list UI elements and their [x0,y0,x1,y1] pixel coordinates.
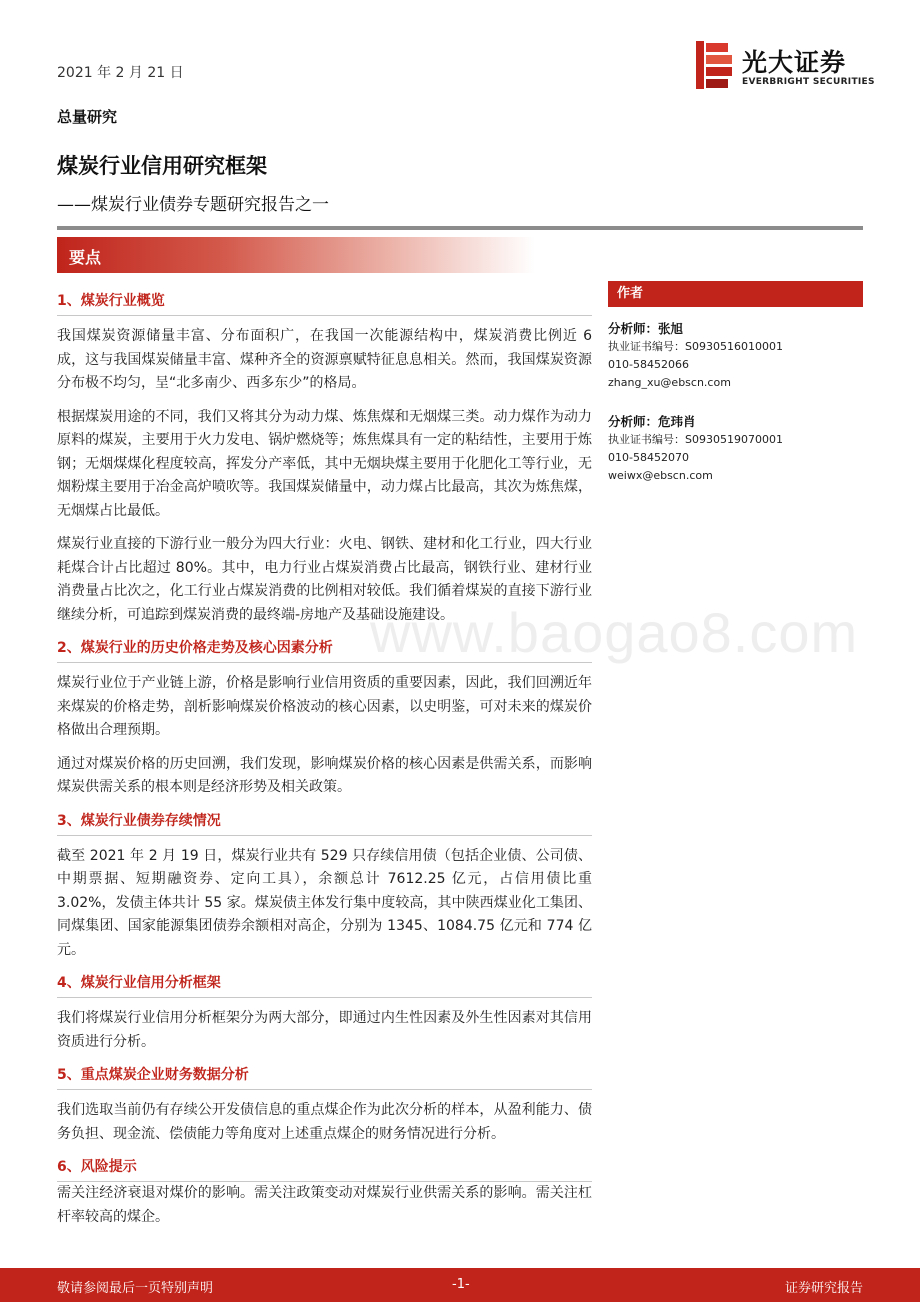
section-bonds-outstanding [57,810,592,963]
section-heading: 6、风险提示 [57,1156,592,1182]
analyst-card [608,412,863,485]
section-overview [57,290,592,627]
page-number: -1- [452,1277,470,1292]
key-points-label: 要点 [69,248,102,267]
key-points-banner [57,237,535,273]
section-heading: 5、重点煤炭企业财务数据分析 [57,1064,592,1090]
section-heading: 3、煤炭行业债券存续情况 [57,810,592,836]
paragraph: 我国煤炭资源储量丰富、分布面积广，在我国一次能源结构中，煤炭消费比例近 6 成，这与我国煤炭储量丰富、煤种齐全的资源禀赋特征息息相关。然而，我国煤炭资源分布极不均匀，呈“北多南少、西多东少”的格局。 [57,328,592,391]
analyst-card [608,319,863,392]
report-subtitle: ——煤炭行业债券专题研究报告之一 [57,195,329,215]
analyst-phone: 010-58452070 [608,451,689,464]
section-heading: 4、煤炭行业信用分析框架 [57,972,592,998]
footer-disclaimer: 敬请参阅最后一页特别声明 [57,1281,214,1296]
report-date: 2021 年 2 月 21 日 [57,65,184,81]
paragraph: 煤炭行业位于产业链上游，价格是影响行业信用资质的重要因素，因此，我们回溯近年来煤炭的价格走势，剖析影响煤炭价格波动的核心因素，以史明鉴，可对未来的煤炭价格做出合理预期。 [57,675,592,738]
watermark: www.baogao8.com [370,601,859,664]
logo-chinese-name: 光大证券 [742,48,847,77]
header-divider [57,226,863,230]
section-heading: 1、煤炭行业概览 [57,290,592,316]
paragraph: 煤炭行业直接的下游行业一般分为四大行业：火电、钢铁、建材和化工行业，四大行业耗煤合计占比超过 80%。其中，电力行业占煤炭消费占比最高，钢铁行业、建材行业消费量占比次之，化工行业占煤炭消费的比例相对较低。我们循着煤炭的直接下游行业继续分析，可追踪到煤炭消费的最终端-房地产及基础设施建设。 [57,536,592,623]
paragraph: 根据煤炭用途的不同，我们又将其分为动力煤、炼焦煤和无烟煤三类。动力煤作为动力原料的煤炭，主要用于火力发电、锅炉燃烧等；炼焦煤具有一定的粘结性，主要用于炼钢；无烟煤煤化程度较高，挥发分产率低，其中无烟块煤主要用于化肥化工等行业，无烟粉煤主要用于冶金高炉喷吹等。我国煤炭储量中，动力煤占比最高，其次为炼焦煤，无烟煤占比最低。 [57,408,592,519]
paragraph: 我们选取当前仍有存续公开发债信息的重点煤企作为此次分析的样本，从盈利能力、债务负担、现金流、偿债能力等角度对上述重点煤企的财务情况进行分析。 [57,1102,592,1142]
analyst-name: 分析师：张旭 [608,321,684,336]
report-title: 煤炭行业信用研究框架 [57,154,267,178]
analyst-cert: 执业证书编号：S0930516010001 [608,340,783,353]
paragraph: 我们将煤炭行业信用分析框架分为两大部分，即通过内生性因素及外生性因素对其信用资质进行分析。 [57,1010,592,1050]
section-risk-warning [57,1156,592,1229]
logo-english-name: EVERBRIGHT SECURITIES [742,77,875,87]
brand-logo [696,41,875,95]
paragraph: 需关注经济衰退对煤价的影响。需关注政策变动对煤炭行业供需关系的影响。需关注杠杆率较高的煤企。 [57,1185,592,1225]
section-financial-analysis [57,1064,592,1146]
analyst-email: zhang_xu@ebscn.com [608,376,731,389]
author-header: 作者 [608,281,863,307]
analyst-cert: 执业证书编号：S0930519070001 [608,433,783,446]
analyst-phone: 010-58452066 [608,358,689,371]
paragraph: 通过对煤炭价格的历史回溯，我们发现，影响煤炭价格的核心因素是供需关系，而影响煤炭供需关系的根本则是经济形势及相关政策。 [57,755,592,795]
analyst-name: 分析师：危玮肖 [608,414,696,429]
analyst-email: weiwx@ebscn.com [608,469,713,482]
author-sidebar [608,281,863,485]
main-content [57,290,592,1239]
page-footer [0,1268,920,1302]
section-price-history [57,637,592,800]
section-heading: 2、煤炭行业的历史价格走势及核心因素分析 [57,637,592,663]
section-credit-framework [57,972,592,1054]
paragraph: 截至 2021 年 2 月 19 日，煤炭行业共有 529 只存续信用债（包括企业债、公司债、中期票据、短期融资券、定向工具），余额总计 7612.25 亿元，占信用债比重 3.02%，发债主体共计 55 家。煤炭债主体发行集中度较高，其中陕西煤业化工集团、同煤集团、国家能源集团债券余额相对高企，分别为 1345、1084.75 亿元和 774 亿元。 [57,847,592,958]
everbright-logo-icon [696,41,732,89]
report-category: 总量研究 [57,108,118,126]
footer-report-type: 证券研究报告 [784,1281,863,1296]
